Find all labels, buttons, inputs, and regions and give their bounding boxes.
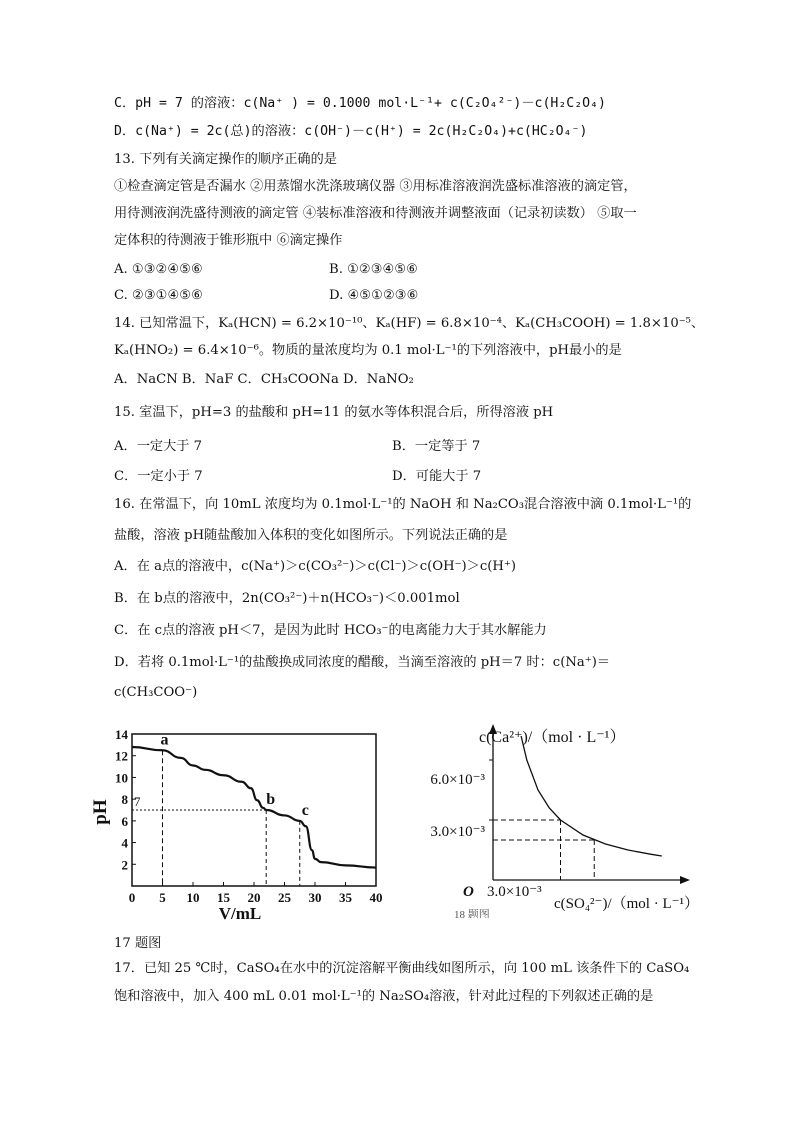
q16-stem-line1: 16. 在常温下，向 10mL 浓度均为 0.1mol·L⁻¹的 NaOH 和 Na₂CO₃混合溶液中滴 0.1mol·L⁻¹的	[114, 497, 692, 512]
y-tick-label: 2	[121, 857, 128, 873]
y-tick-label: 8	[121, 792, 128, 808]
x-tick-label: 5	[159, 890, 166, 905]
q16-option-d-line1: D．若将 0.1mol·L⁻¹的盐酸换成同浓度的醋酸，当滴至溶液的 pH＝7 时：c(Na⁺)＝	[114, 655, 611, 670]
q13-body-line3: 定体积的待测液于锥形瓶中 ⑥滴定操作	[114, 233, 343, 248]
y-tick-label: 4	[121, 835, 128, 851]
x-tick-label: 10	[186, 890, 200, 905]
curve-point-label-a: a	[160, 731, 169, 749]
q16-stem-line2: 盐酸，溶液 pH随盐酸加入体积的变化如图所示。下列说法正确的是	[114, 528, 508, 543]
curve-point-label-b: b	[266, 791, 276, 808]
curve-point-label-c: c	[301, 801, 309, 819]
x-tick-label: 15	[217, 890, 230, 905]
y-axis-title: c(Ca²⁺)/（mol · L⁻¹）	[479, 729, 626, 746]
q13-option-c: C. ②③①④⑤⑥	[114, 288, 203, 303]
q12-option-c: C．pH = 7 的溶液：c(Na⁺ ) = 0.1000 mol·L⁻¹+ c(C₂O₄²⁻)－c(H₂C₂O₄)	[114, 96, 606, 111]
x-axis-arrow	[680, 876, 690, 884]
x-axis-title: V/mL	[218, 904, 262, 922]
q15-option-a: A．一定大于 7	[114, 439, 203, 454]
q15-option-d: D．可能大于 7	[392, 469, 482, 484]
q15-option-c: C．一定小于 7	[114, 469, 203, 484]
solubility-chart	[396, 718, 706, 918]
origin-label: O	[463, 884, 474, 900]
x-tick-label: 30	[308, 890, 322, 905]
solubility-curve	[521, 736, 662, 856]
q15-stem: 15. 室温下，pH=3 的盐酸和 pH=11 的氨水等体积混合后，所得溶液 pH	[114, 405, 554, 420]
q16-option-a: A．在 a点的溶液中，c(Na⁺)＞c(CO₃²⁻)＞c(Cl⁻)＞c(OH⁻)＞c(H⁺)	[114, 559, 517, 574]
y-tick-label: 12	[115, 748, 128, 764]
q14-stem-line2: Kₐ(HNO₂) = 6.4×10⁻⁶。物质的量浓度均为 0.1 mol·L⁻¹的下列溶液中，pH最小的是	[114, 343, 622, 358]
x-tick-label: 40	[369, 890, 383, 905]
y-tick-label: 6	[121, 813, 128, 829]
figure-18-caption: 18 题图	[454, 909, 490, 918]
titration-chart	[84, 722, 394, 922]
q16-option-d-line2: c(CH₃COO⁻)	[114, 685, 198, 700]
y-tick-label: 14	[115, 727, 128, 742]
q12-option-d: D．c(Na⁺) = 2c(总)的溶液：c(OH⁻)－c(H⁺) = 2c(H₂C₂O₄)+c(HC₂O₄⁻)	[114, 124, 588, 139]
q16-option-c: C．在 c点的溶液 pH＜7，是因为此时 HCO₃⁻的电离能力大于其水解能力	[114, 623, 547, 638]
q17-stem-line1: 17．已知 25 ℃时，CaSO₄在水中的沉淀溶解平衡曲线如图所示，向 100 mL 该条件下的 CaSO₄	[114, 961, 690, 976]
q13-option-b: B. ①②③④⑤⑥	[329, 262, 419, 277]
q13-body-line1: ①检查滴定管是否漏水 ②用蒸馏水洗涤玻璃仪器 ③用标准溶液润洗盛标准溶液的滴定管，	[114, 179, 637, 194]
q13-option-d: D. ④⑤①②③⑥	[329, 288, 419, 303]
q14-options: A．NaCN B．NaF C．CH₃COONa D．NaNO₂	[114, 372, 414, 387]
y-tick-label: 10	[115, 770, 128, 786]
q14-stem-line1: 14. 已知常温下，Kₐ(HCN) = 6.2×10⁻¹⁰、Kₐ(HF) = 6.8×10⁻⁴、Kₐ(CH₃COOH) = 1.8×10⁻⁵、	[114, 316, 705, 331]
x-axis-title: c(SO₄²⁻)/（mol · L⁻¹）	[554, 896, 700, 912]
q13-stem: 13. 下列有关滴定操作的顺序正确的是	[114, 152, 337, 167]
x-tick-label: 0	[128, 890, 136, 905]
q16-option-b: B．在 b点的溶液中，2n(CO₃²⁻)＋n(HCO₃⁻)＜0.001mol	[114, 591, 460, 606]
y-axis-title: pH	[90, 799, 111, 825]
x-tick-label: 3.0×10⁻³	[487, 884, 542, 900]
y-tick-label-high: 6.0×10⁻³	[430, 772, 485, 788]
x-tick-label: 25	[278, 890, 291, 905]
x-tick-label: 20	[247, 890, 261, 905]
ph-titration-curve	[132, 747, 376, 868]
ph7-reference-label: 7	[134, 794, 141, 809]
y-tick-label-low: 3.0×10⁻³	[430, 824, 485, 840]
x-tick-label: 35	[339, 890, 352, 905]
figure-17-caption: 17 题图	[114, 936, 162, 951]
q15-option-b: B．一定等于 7	[392, 439, 481, 454]
q13-option-a: A. ①③②④⑤⑥	[114, 262, 203, 277]
q17-stem-line2: 饱和溶液中，加入 400 mL 0.01 mol·L⁻¹的 Na₂SO₄溶液，针对此过程的下列叙述正确的是	[114, 989, 654, 1004]
q13-body-line2: 用待测液润洗盛待测液的滴定管 ④装标准溶液和待测液并调整液面（记录初读数） ⑤取一	[114, 206, 637, 221]
